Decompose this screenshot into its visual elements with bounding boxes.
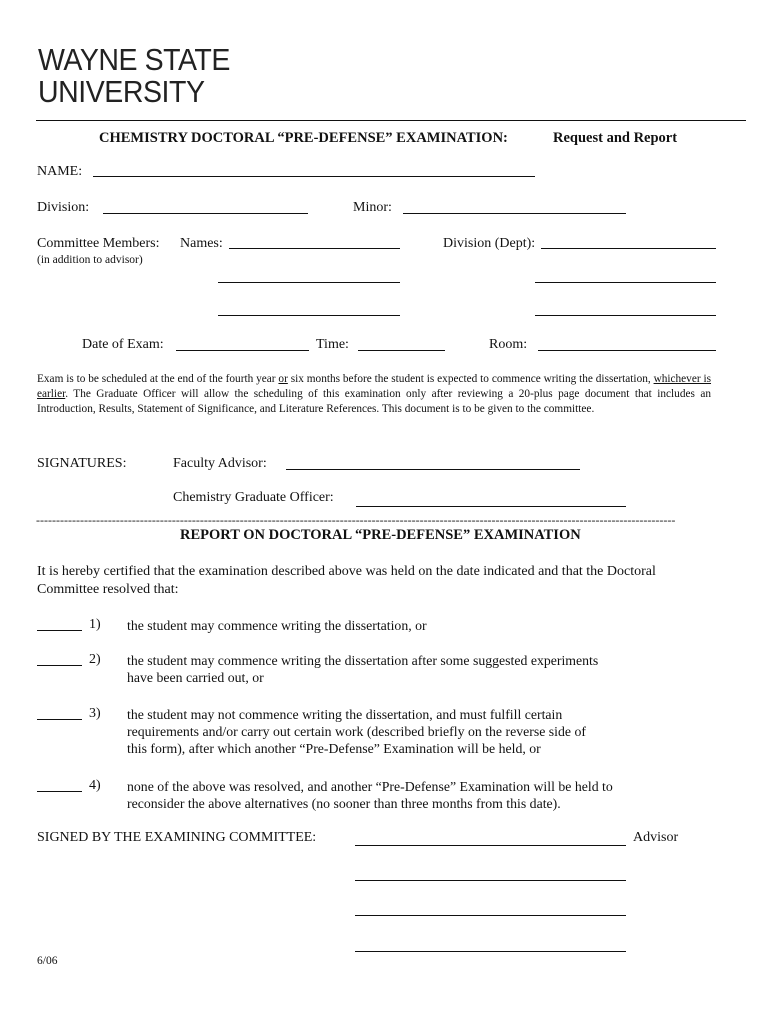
form-title: CHEMISTRY DOCTORAL “PRE-DEFENSE” EXAMINATION: (99, 130, 508, 146)
division-label: Division: (37, 200, 90, 215)
committee-signature-3[interactable] (355, 915, 626, 916)
minor-label: Minor: (353, 200, 392, 215)
advisor-label: Advisor (633, 830, 679, 845)
room-field[interactable] (538, 350, 716, 351)
revision-date: 6/06 (37, 955, 58, 967)
name-label: NAME: (37, 164, 83, 179)
wayne-state-logo (38, 44, 230, 108)
logo-line-2: UNIVERSITY (38, 74, 205, 109)
report-intro-line-1: It is hereby certified that the examination described above was held on the date indicated and that the Doctoral (37, 564, 656, 579)
item-4-text: none of the above was resolved, and another “Pre-Defense” Examination will be held to reconsider the above alternatives (no sooner than three months from this date). (127, 779, 613, 812)
report-intro (37, 563, 656, 598)
date-of-exam-field[interactable] (176, 350, 309, 351)
committee-name-field-1[interactable] (229, 248, 400, 249)
item-4-number: 4) (89, 778, 101, 793)
committee-division-field-2[interactable] (535, 282, 716, 283)
faculty-advisor-signature-field[interactable] (286, 469, 580, 470)
committee-name-field-3[interactable] (218, 315, 400, 316)
in-addition-note: (in addition to advisor) (37, 254, 143, 266)
item-1-number: 1) (89, 617, 101, 632)
committee-signature-4[interactable] (355, 951, 626, 952)
names-label: Names: (180, 236, 223, 251)
committee-signature-advisor[interactable] (355, 845, 626, 846)
division-field[interactable] (103, 213, 308, 214)
scheduling-instructions: Exam is to be scheduled at the end of the fourth year or six months before the student is expected to commence writing the dissertation, whichever is earlier. The Graduate Officer will allow the scheduling of this examination only after reviewing a 20-plus page document that includes an Introduction, Results, Statement of Significance, and Literature References. This document is to be given to the committee. (37, 373, 712, 415)
room-label: Room: (489, 337, 528, 352)
committee-division-field-1[interactable] (541, 248, 716, 249)
form-subtitle: Request and Report (553, 130, 678, 146)
item-4-check-blank[interactable] (37, 791, 82, 792)
item-3-number: 3) (89, 706, 101, 721)
time-field[interactable] (358, 350, 445, 351)
graduate-officer-label: Chemistry Graduate Officer: (173, 490, 334, 505)
time-label: Time: (316, 337, 349, 352)
committee-members-label: Committee Members: (37, 236, 160, 251)
item-3-check-blank[interactable] (37, 719, 82, 720)
signed-by-committee-label: SIGNED BY THE EXAMINING COMMITTEE: (37, 830, 317, 845)
date-of-exam-label: Date of Exam: (82, 337, 164, 352)
header-rule (36, 120, 746, 121)
item-1-text: the student may commence writing the dissertation, or (127, 618, 427, 633)
item-2-check-blank[interactable] (37, 665, 82, 666)
name-field[interactable] (93, 176, 535, 177)
item-3-text: the student may not commence writing the dissertation, and must fulfill certain requirements and/or carry out certain work (described briefly on the reverse side of this form), after which another “Pre-Defense” Examination will be held, or (127, 707, 586, 757)
item-1-check-blank[interactable] (37, 630, 82, 631)
tear-off-separator: ---------------------------------------------------------------------------------------------------------------------------------------------------------------- (36, 513, 676, 527)
item-2-number: 2) (89, 652, 101, 667)
graduate-officer-signature-field[interactable] (356, 506, 626, 507)
report-intro-line-2: Committee resolved that: (37, 581, 179, 597)
logo-line-1: WAYNE STATE (38, 42, 230, 77)
minor-field[interactable] (403, 213, 626, 214)
item-2-text: the student may commence writing the dissertation after some suggested experiments have been carried out, or (127, 653, 599, 686)
committee-division-field-3[interactable] (535, 315, 716, 316)
faculty-advisor-label: Faculty Advisor: (173, 456, 267, 471)
report-title: REPORT ON DOCTORAL “PRE-DEFENSE” EXAMINATION (180, 527, 581, 543)
committee-name-field-2[interactable] (218, 282, 400, 283)
committee-signature-2[interactable] (355, 880, 626, 881)
signatures-label: SIGNATURES: (37, 456, 127, 471)
division-dept-label: Division (Dept): (443, 236, 536, 251)
